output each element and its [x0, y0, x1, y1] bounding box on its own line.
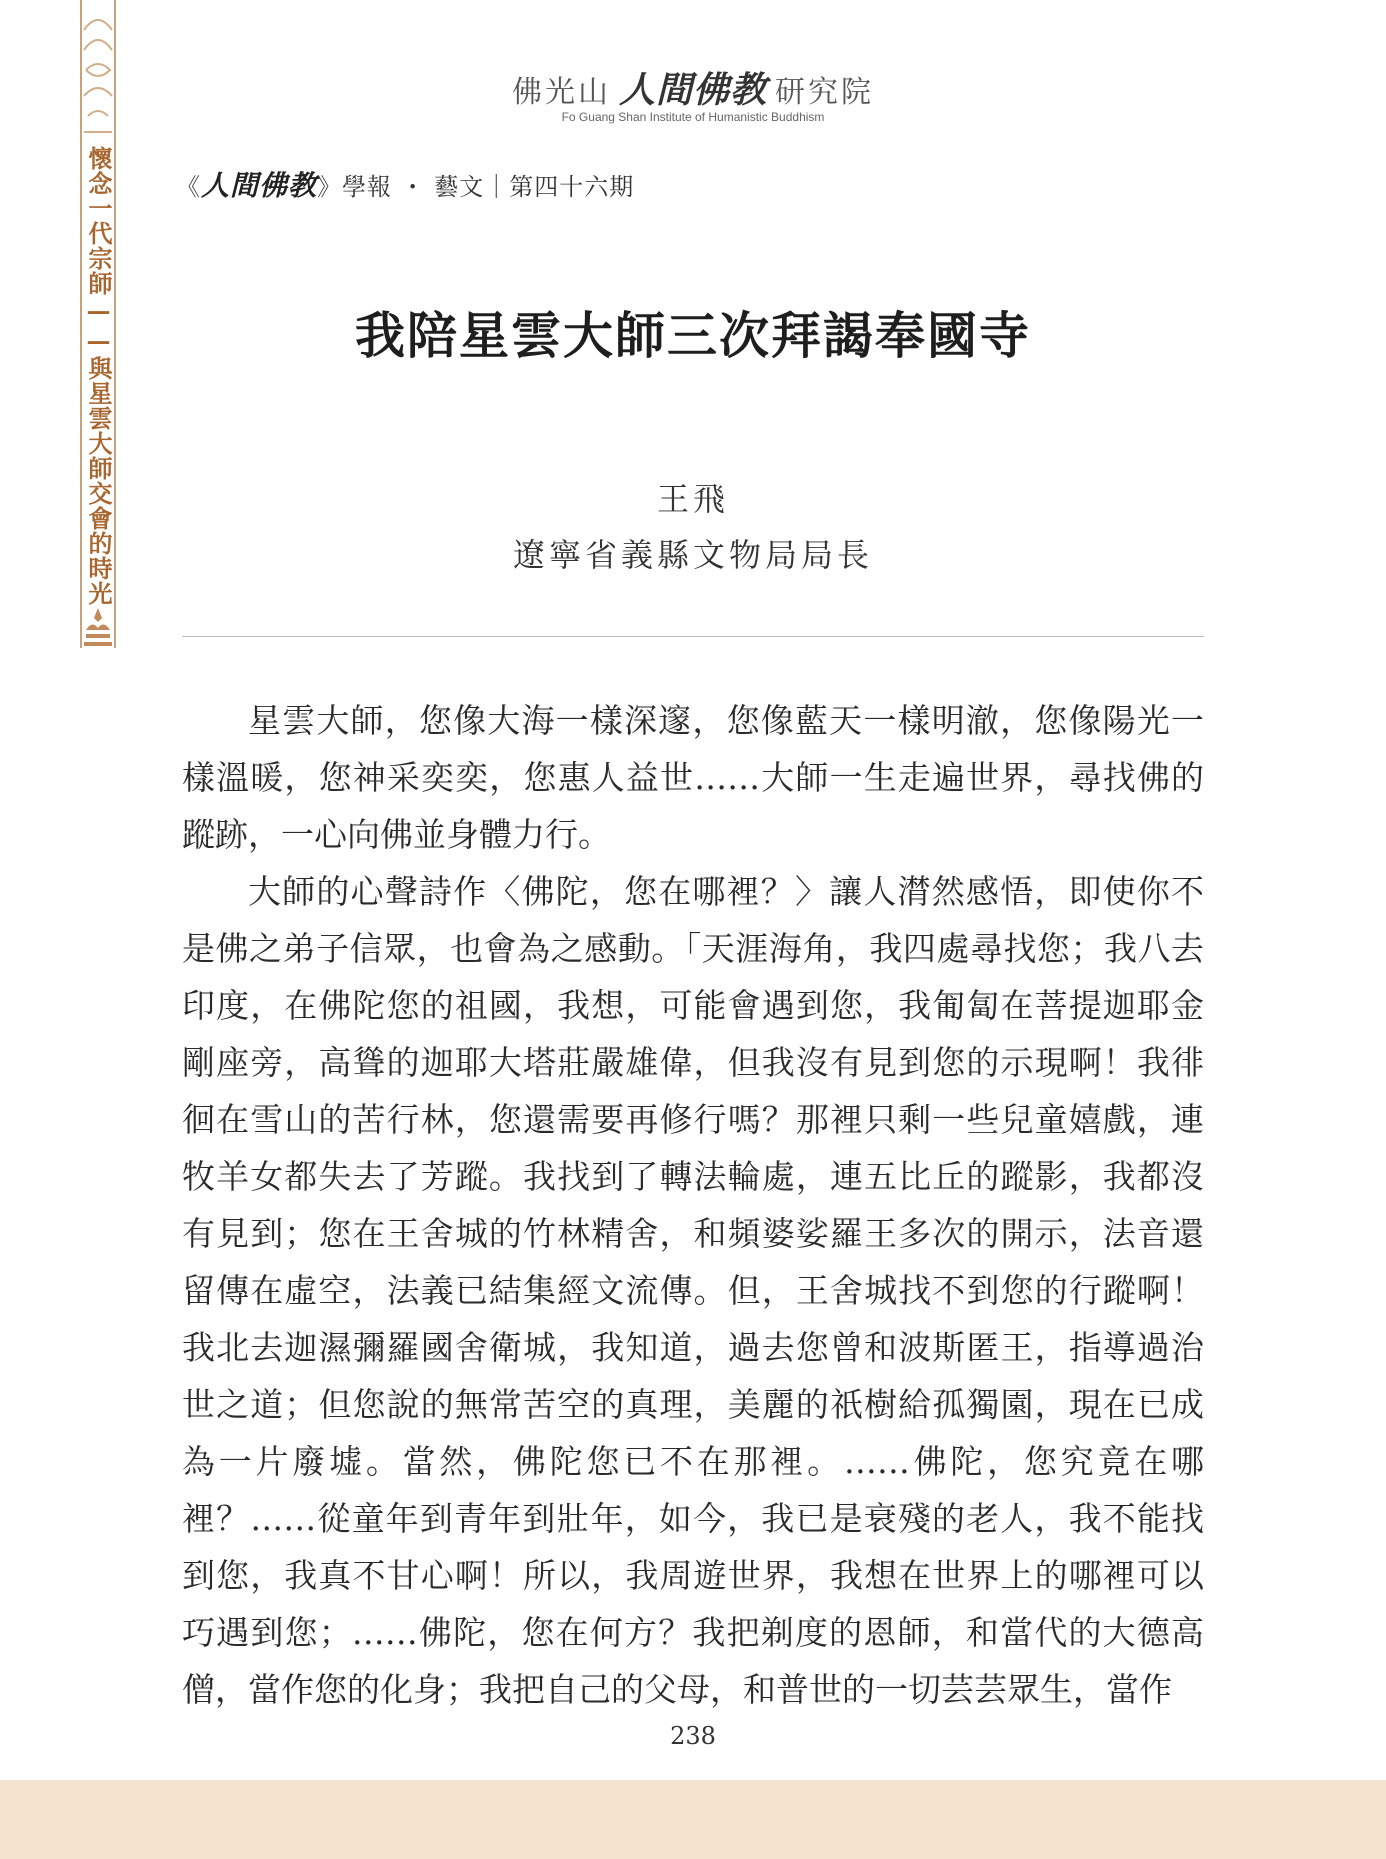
- institute-brand: [0, 62, 1386, 113]
- side-tab-title: 懷念一代宗師——與星雲大師交會的時光: [84, 146, 113, 606]
- author-affiliation: 遼寧省義縣文物局局長: [512, 536, 873, 574]
- journal-script-logo: 人間佛教: [201, 169, 318, 202]
- article-author: 王飛: [656, 480, 729, 518]
- paragraph: 大師的心聲詩作〈佛陀，您在哪裡？〉讓人潸然感悟，即使你不是佛之弟子信眾，也會為之感動。「天涯海角，我四處尋找您；我八去印度，在佛陀您的祖國，我想，可能會遇到您，我匍匐在菩提迦耶金剛座旁，高聳的迦耶大塔莊嚴雄偉，但我沒有見到您的示現啊！我徘徊在雪山的苦行林，您還需要再修行嗎？那裡只剩一些兒童嬉戲，連牧羊女都失去了芳蹤。我找到了轉法輪處，連五比丘的蹤影，我都沒有見到；您在王舍城的竹林精舍，和頻婆娑羅王多次的開示，法音還留傳在虛空，法義已結集經文流傳。但，王舍城找不到您的行蹤啊！我北去迦濕彌羅國舍衛城，我知道，過去您曾和波斯匿王，指導過治世之道；但您說的無常苦空的真理，美麗的祇樹給孤獨園，現在已成為一片廢墟。當然，佛陀您已不在那裡。……佛陀，您究竟在哪裡？……從童年到青年到壯年，如今，我已是衰殘的老人，我不能找到您，我真不甘心啊！所以，我周遊世界，我想在世界上的哪裡可以巧遇到您；……佛陀，您在何方？我把剃度的恩師，和當代的大德高僧，當作您的化身；我把自己的父母，和普世的一切芸芸眾生，當作: [182, 872, 1204, 1709]
- brand-script-logo: 人間佛教: [618, 69, 767, 111]
- paragraph: 星雲大師，您像大海一樣深邃，您像藍天一樣明澈，您像陽光一樣溫暖，您神采奕奕，您惠人益世……大師一生走遍世界，尋找佛的蹤跡，一心向佛並身體力行。: [182, 701, 1204, 854]
- journal-header: [176, 164, 634, 204]
- article-title: 我陪星雲大師三次拜謁奉國寺: [355, 306, 1031, 365]
- page-number: 238: [670, 1722, 716, 1750]
- journal-open: 《: [176, 173, 201, 201]
- lotus-ornament-icon: [82, 604, 114, 648]
- divider: [182, 636, 1204, 637]
- brand-english: Fo Guang Shan Institute of Humanistic Buddhism: [561, 110, 825, 124]
- article-body: [182, 692, 1204, 1718]
- footer-band: [0, 1780, 1386, 1859]
- journal-info: 》學報 ・ 藝文｜第四十六期: [317, 173, 635, 201]
- brand-suffix: 研究院: [775, 75, 874, 110]
- brand-prefix: 佛光山: [511, 75, 611, 110]
